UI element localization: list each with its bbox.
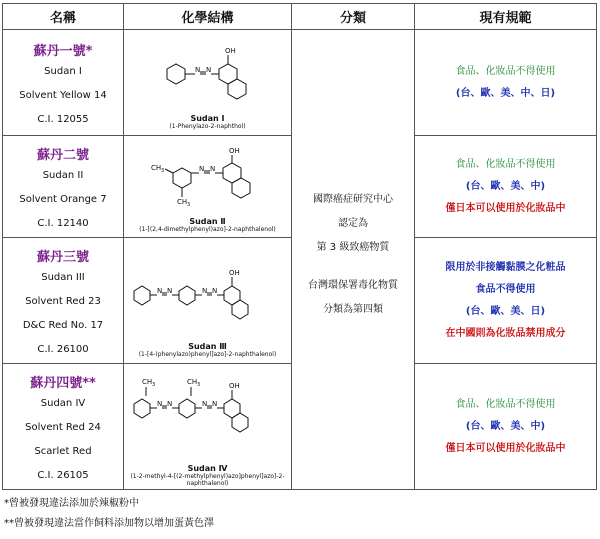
structure-caption: Sudan Ⅱ <box>189 216 226 226</box>
alias: Solvent Yellow 14 <box>19 89 107 101</box>
svg-text:N: N <box>211 400 217 408</box>
structure-cell <box>124 30 292 136</box>
header-row <box>3 4 597 30</box>
sudan-dye-table <box>2 3 597 490</box>
svg-text:N: N <box>211 286 217 295</box>
svg-text:OH: OH <box>228 268 240 277</box>
svg-text:3: 3 <box>151 382 155 388</box>
dye-name: 蘇丹三號 <box>36 249 89 265</box>
regulation-line: (台、歐、美、中) <box>465 421 546 432</box>
regulation-line: (台、歐、美、中、日) <box>455 88 556 99</box>
regulation-cell <box>415 364 597 490</box>
sudan-3-structure <box>128 244 288 342</box>
regulation-line: 食品、化妝品不得使用 <box>455 66 556 77</box>
svg-text:OH: OH <box>224 46 236 55</box>
svg-text:N: N <box>201 286 207 295</box>
svg-text:N: N <box>209 164 215 173</box>
alias: Sudan II <box>42 169 84 181</box>
footnotes <box>4 494 214 534</box>
svg-text:N: N <box>198 164 204 173</box>
svg-text:OH: OH <box>228 146 240 155</box>
structure-cell <box>124 364 292 490</box>
svg-text:N: N <box>166 400 172 408</box>
header-structure: 化學結構 <box>124 4 292 30</box>
alias: C.I. 26100 <box>37 343 89 355</box>
classification-line: 分類為第四類 <box>323 303 383 315</box>
alias: C.I. 26105 <box>37 469 89 481</box>
classification-line: 認定為 <box>338 217 368 229</box>
regulation-line: 食品、化妝品不得使用 <box>455 399 556 410</box>
regulation-line: 食品不得使用 <box>475 284 536 295</box>
alias: C.I. 12055 <box>37 113 89 125</box>
svg-text:CH: CH <box>186 378 197 386</box>
classification-line: 第 3 級致癌物質 <box>316 241 390 253</box>
header-regulation: 現有規範 <box>415 4 597 30</box>
table-row-sudan-1 <box>3 30 597 136</box>
structure-caption: Sudan Ⅰ <box>190 113 225 123</box>
iupac-name: (1-[(2,4-dimethylphenyl)azo]-2-naphthalenol) <box>139 225 276 233</box>
sudan-1-structure <box>133 36 283 114</box>
regulation-line: 限用於非接觸黏膜之化粧品 <box>445 262 566 273</box>
svg-text:N: N <box>156 400 162 408</box>
svg-text:CH: CH <box>176 197 187 206</box>
classification-line: 台灣環保署毒化物質 <box>308 279 398 291</box>
alias: Scarlet Red <box>34 445 92 457</box>
svg-text:N: N <box>156 286 162 295</box>
footnote: *曾被發現違法添加於辣椒粉中 <box>4 498 139 509</box>
structure-caption: Sudan Ⅳ <box>187 464 228 473</box>
svg-text:N: N <box>205 65 211 74</box>
regulation-line: 食品、化妝品不得使用 <box>455 159 556 170</box>
regulation-cell <box>415 238 597 364</box>
svg-text:N: N <box>201 400 207 408</box>
alias: Sudan I <box>44 65 82 77</box>
name-cell <box>3 30 124 136</box>
structure-cell <box>124 136 292 238</box>
svg-text:N: N <box>166 286 172 295</box>
iupac-name: (1-Phenylazo-2-naphthol) <box>169 122 246 130</box>
regulation-cell <box>415 30 597 136</box>
regulation-line: 僅日本可以使用於化妝品中 <box>445 203 566 214</box>
dye-name: 蘇丹二號 <box>36 147 89 163</box>
structure-cell <box>124 238 292 364</box>
structure-caption: Sudan Ⅲ <box>188 341 227 351</box>
name-cell <box>3 364 124 490</box>
svg-text:N: N <box>194 65 200 74</box>
svg-text:CH: CH <box>150 163 161 172</box>
header-classification: 分類 <box>292 4 415 30</box>
sudan-2-structure <box>133 141 283 217</box>
alias: Solvent Red 24 <box>25 421 101 433</box>
dye-name: 蘇丹四號** <box>30 375 96 391</box>
svg-text:3: 3 <box>160 167 164 174</box>
regulation-cell <box>415 136 597 238</box>
svg-text:3: 3 <box>186 201 190 208</box>
regulation-line: (台、歐、美、中) <box>465 181 546 192</box>
iupac-name: (1-2-methyl-4-[(2-methylphenyl)azo]phenyl]azo]-2-naphthalenol) <box>130 473 285 487</box>
sudan-4-structure <box>128 366 288 464</box>
regulation-line: 在中國則為化妝品禁用成分 <box>445 328 566 339</box>
footnote: **曾被發現違法當作飼料添加物以增加蛋黃色澤 <box>4 518 214 529</box>
alias: D&C Red No. 17 <box>22 319 104 331</box>
iupac-name: (1-[4-(phenylazo)phenyl]azo]-2-naphthalenol) <box>138 350 277 358</box>
header-name: 名稱 <box>3 4 124 30</box>
regulation-line: 僅日本可以使用於化妝品中 <box>445 443 566 454</box>
name-cell <box>3 238 124 364</box>
dye-name: 蘇丹一號* <box>33 43 93 59</box>
classification-line: 國際癌症研究中心 <box>313 193 393 205</box>
name-cell <box>3 136 124 238</box>
svg-text:OH: OH <box>228 382 240 390</box>
classification-cell <box>292 30 415 490</box>
alias: Solvent Orange 7 <box>19 193 107 205</box>
svg-text:CH: CH <box>141 378 152 386</box>
alias: Solvent Red 23 <box>25 295 101 307</box>
alias: Sudan IV <box>40 397 86 409</box>
alias: Sudan III <box>41 271 85 283</box>
regulation-line: (台、歐、美、日) <box>465 306 546 317</box>
svg-text:3: 3 <box>196 382 200 388</box>
alias: C.I. 12140 <box>37 217 89 229</box>
